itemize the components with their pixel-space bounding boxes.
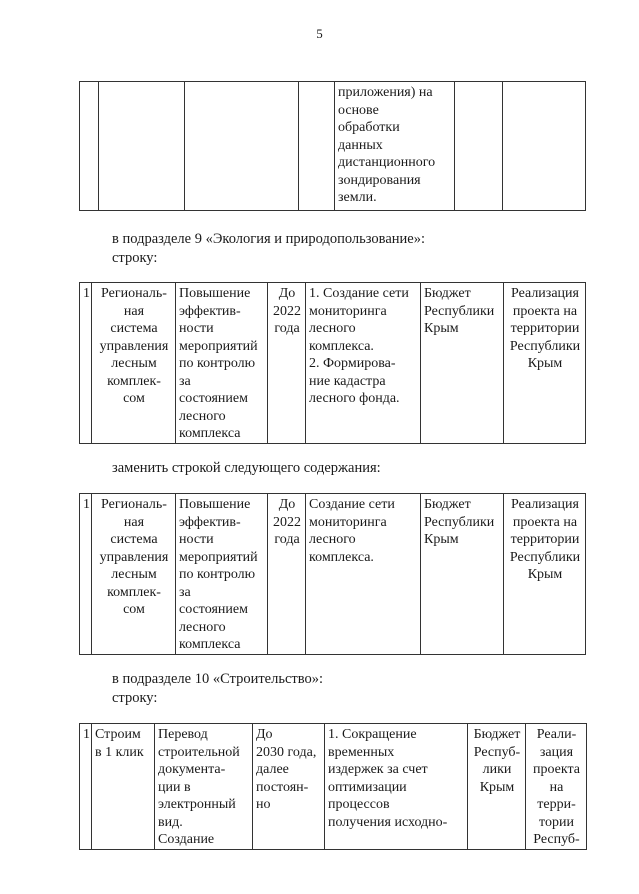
- table-cell: [80, 82, 99, 211]
- table-cell-goal: Повышение эффектив- ности мероприятий по контролю за состоянием лесного комплекса: [176, 283, 268, 444]
- table-cell-result: приложения) на основе обработки данных дистанционного зондирования земли.: [335, 82, 455, 211]
- table-cell-goal: Перевод строительной документа- ции в электронный вид. Создание: [155, 724, 253, 850]
- table-cell-term: До 2022 года: [268, 283, 306, 444]
- forest-table-old: [79, 282, 586, 444]
- table-cell-name: Региональ- ная система управления лесным комплек- сом: [92, 283, 176, 444]
- table-cell-result: 1. Создание сети мониторинга лесного комплекса. 2. Формирова- ние кадастра лесного фонда.: [306, 283, 421, 444]
- table-cell-num: 1: [80, 283, 92, 444]
- continuation-table: [79, 81, 586, 211]
- table-cell-source: Бюджет Республики Крым: [421, 283, 504, 444]
- table-cell-result: Создание сети мониторинга лесного комплекса.: [306, 494, 421, 655]
- table-cell: [299, 82, 335, 211]
- forest-table-new: [79, 493, 586, 655]
- table-cell: [99, 82, 185, 211]
- table-cell-term: До 2030 года, далее постоян- но: [253, 724, 325, 850]
- table-cell: [185, 82, 299, 211]
- table-cell-num: 1: [80, 494, 92, 655]
- table-cell-form: Реали- зация проекта на терри- тории Респуб-: [526, 724, 587, 850]
- table-row: [80, 494, 586, 655]
- table-cell-name: Региональ- ная система управления лесным комплек- сом: [92, 494, 176, 655]
- table-cell-form: Реализация проекта на территории Республики Крым: [504, 494, 586, 655]
- table-row: [80, 724, 587, 850]
- page-number: 5: [316, 26, 323, 41]
- table-cell-result: 1. Сокращение временных издержек за счет оптимизации процессов получения исходно-: [325, 724, 468, 850]
- table-row: [80, 283, 586, 444]
- table-cell-form: Реализация проекта на территории Республики Крым: [504, 283, 586, 444]
- table-cell: [455, 82, 503, 211]
- table-cell: [503, 82, 586, 211]
- table-cell-source: Бюджет Респуб- лики Крым: [468, 724, 526, 850]
- table-cell-num: 1: [80, 724, 92, 850]
- replace-text: заменить строкой следующего содержания:: [112, 460, 381, 476]
- section9-intro: в подразделе 9 «Экология и природопользование»: строку:: [112, 231, 426, 266]
- section10-intro: в подразделе 10 «Строительство»: строку:: [112, 671, 324, 706]
- table-cell-source: Бюджет Республики Крым: [421, 494, 504, 655]
- table-cell-goal: Повышение эффектив- ности мероприятий по контролю за состоянием лесного комплекса: [176, 494, 268, 655]
- table-row: [80, 82, 586, 211]
- table-cell-name: Строим в 1 клик: [92, 724, 155, 850]
- table-cell-term: До 2022 года: [268, 494, 306, 655]
- construction-table: [79, 723, 587, 850]
